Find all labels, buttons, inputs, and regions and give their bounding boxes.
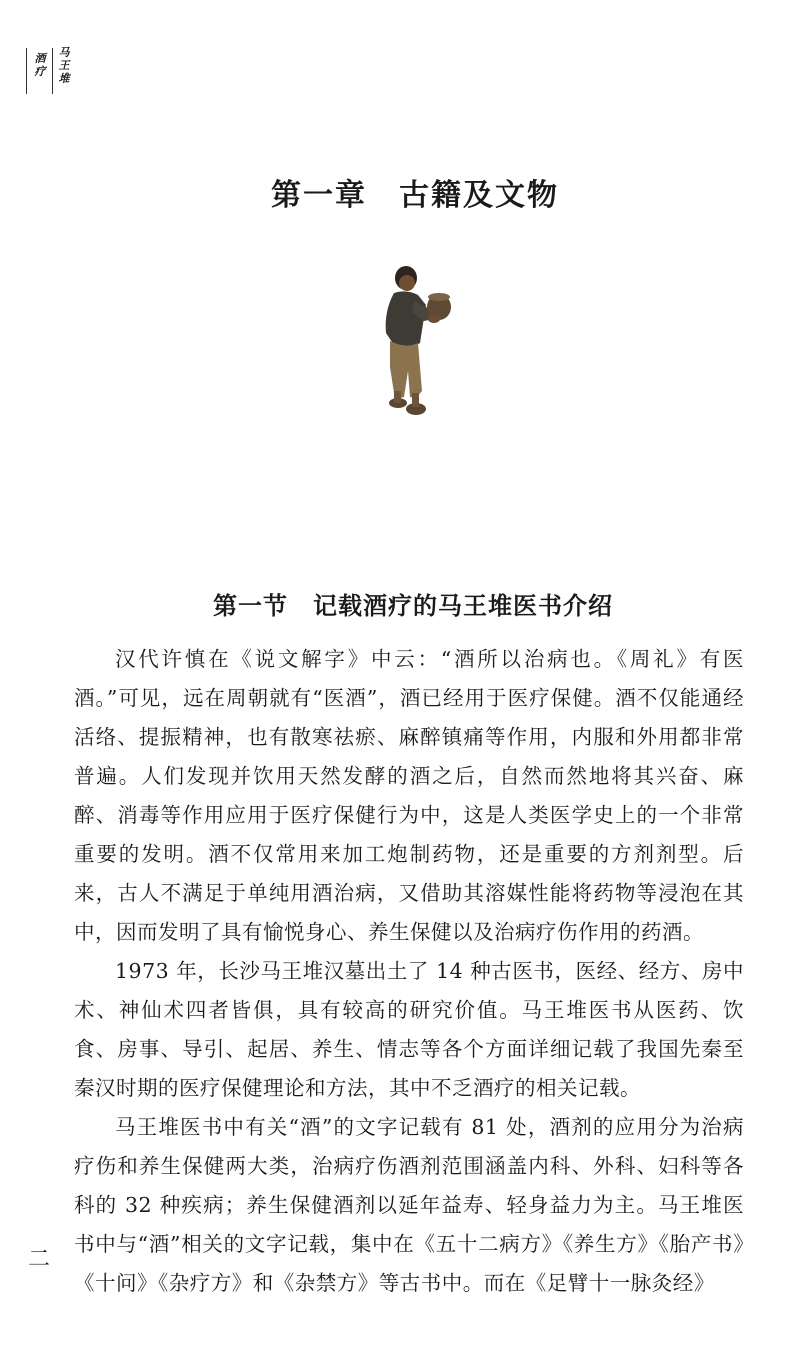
header-char: 马 (58, 46, 70, 59)
paragraph: 马王堆医书中有关“酒”的文字记载有 81 处，酒剂的应用分为治病疗伤和养生保健两大类，治病疗伤酒剂范围涵盖内科、外科、妇科等各科的 32 种疾病；养生保健酒剂以延年益寿、轻身益力为主。马王堆医书中与“酒”相关的文字记载，集中在《五十二病方》《养生方》《胎产书》《十问》《杂疗方》和《杂禁方》等古书中。而在《足臂十一脉灸经》 (74, 1115, 744, 1295)
header-rule-left (26, 48, 27, 94)
paragraph: 汉代许慎在《说文解字》中云：“酒所以治病也。《周礼》有医酒。”可见，远在周朝就有“医酒”，酒已经用于医疗保健。酒不仅能通经活络、提振精神，也有散寒祛瘀、麻醉镇痛等作用，内服和外用都非常普遍。人们发现并饮用天然发酵的酒之后，自然而然地将其兴奋、麻醉、消毒等作用应用于医疗保健行为中，这是人类医学史上的一个非常重要的发明。酒不仅常用来加工炮制药物，还是重要的方剂剂型。后来，古人不满足于单纯用酒治病，又借助其溶媒性能将药物等浸泡在其中，因而发明了具有愉悦身心、养生保健以及治病疗伤作用的药酒。 (74, 647, 744, 944)
header-rule-middle (52, 48, 53, 94)
header-char: 王 (58, 59, 70, 72)
header-char: 堆 (58, 72, 70, 85)
chapter-title: 第一章 古籍及文物 (271, 178, 559, 213)
header-column-secondary (33, 52, 47, 78)
header-char: 疗 (34, 65, 46, 78)
section-title: 第一节 记载酒疗的马王堆医书介绍 (213, 592, 613, 620)
page-number: 二 (28, 1247, 51, 1272)
body-text (74, 640, 744, 1303)
paragraph: 1973 年，长沙马王堆汉墓出土了 14 种古医书，医经、经方、房中术、神仙术四者皆俱，具有较高的研究价值。马王堆医书从医药、饮食、房事、导引、起居、养生、情志等各个方面详细记载了我国先秦至秦汉时期的医疗保健理论和方法，其中不乏酒疗的相关记载。 (74, 959, 744, 1100)
figurine-illustration (372, 263, 454, 419)
header-char: 酒 (34, 52, 46, 65)
header-column-primary (57, 46, 71, 85)
running-header (26, 46, 74, 98)
